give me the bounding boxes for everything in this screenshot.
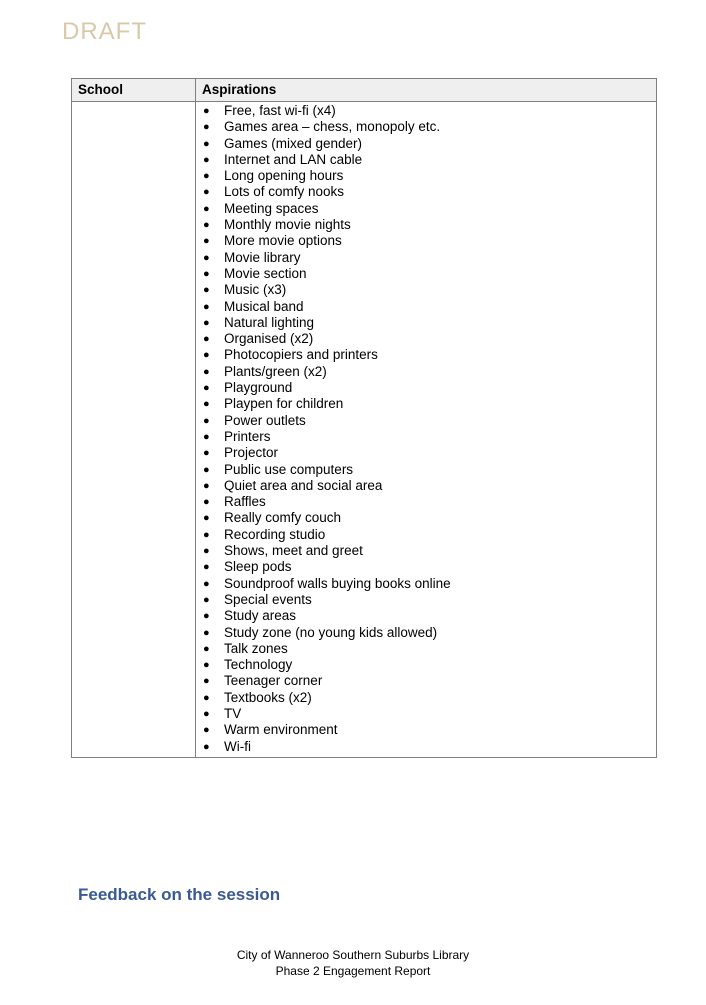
list-item bbox=[196, 445, 656, 461]
list-item bbox=[196, 136, 656, 152]
draft-watermark: DRAFT bbox=[62, 18, 147, 45]
header-school: School bbox=[72, 79, 196, 102]
list-item bbox=[196, 429, 656, 445]
bullet-icon: ● bbox=[203, 463, 210, 476]
list-item-text: Talk zones bbox=[224, 640, 288, 656]
bullet-icon: ● bbox=[203, 219, 210, 232]
bullet-icon: ● bbox=[203, 512, 210, 525]
list-item bbox=[196, 152, 656, 168]
list-item bbox=[196, 103, 656, 119]
bullet-icon: ● bbox=[203, 316, 210, 329]
bullet-icon: ● bbox=[203, 626, 210, 639]
list-item bbox=[196, 543, 656, 559]
list-item-text: Teenager corner bbox=[224, 673, 323, 689]
list-item-text: Power outlets bbox=[224, 412, 306, 428]
bullet-icon: ● bbox=[203, 137, 210, 150]
footer-line-2: Phase 2 Engagement Report bbox=[275, 964, 431, 978]
list-item-text: Playground bbox=[224, 380, 293, 396]
aspirations-cell bbox=[196, 102, 657, 758]
list-item-text: Technology bbox=[224, 657, 293, 673]
list-item bbox=[196, 331, 656, 347]
list-item bbox=[196, 625, 656, 641]
list-item-text: More movie options bbox=[224, 233, 342, 249]
footer-line-1: City of Wanneroo Southern Suburbs Library bbox=[236, 948, 470, 962]
list-item bbox=[196, 576, 656, 592]
bullet-icon: ● bbox=[203, 365, 210, 378]
list-item-text: Textbooks (x2) bbox=[224, 689, 312, 705]
list-item-text: Special events bbox=[224, 591, 312, 607]
bullet-icon: ● bbox=[203, 659, 210, 672]
list-item bbox=[196, 706, 656, 722]
bullet-icon: ● bbox=[203, 675, 210, 688]
list-item bbox=[196, 527, 656, 543]
bullet-icon: ● bbox=[203, 642, 210, 655]
list-item-text: Long opening hours bbox=[224, 168, 344, 184]
bullet-icon: ● bbox=[203, 740, 210, 753]
bullet-icon: ● bbox=[203, 496, 210, 509]
list-item-text: Movie section bbox=[224, 265, 307, 281]
list-item bbox=[196, 690, 656, 706]
list-item-text: Monthly movie nights bbox=[224, 217, 351, 233]
list-item-text: Plants/green (x2) bbox=[224, 363, 327, 379]
bullet-icon: ● bbox=[203, 398, 210, 411]
list-item bbox=[196, 282, 656, 298]
list-item bbox=[196, 233, 656, 249]
list-item bbox=[196, 559, 656, 575]
bullet-icon: ● bbox=[203, 479, 210, 492]
bullet-icon: ● bbox=[203, 186, 210, 199]
list-item-text: Games (mixed gender) bbox=[224, 135, 363, 151]
bullet-icon: ● bbox=[203, 284, 210, 297]
list-item-text: Public use computers bbox=[224, 461, 354, 477]
aspirations-list bbox=[196, 102, 656, 757]
list-item-text: Warm environment bbox=[224, 722, 338, 738]
list-item bbox=[196, 478, 656, 494]
list-item bbox=[196, 299, 656, 315]
bullet-icon: ● bbox=[203, 300, 210, 313]
list-item-text: Meeting spaces bbox=[224, 200, 319, 216]
bullet-icon: ● bbox=[203, 528, 210, 541]
list-item bbox=[196, 380, 656, 396]
list-item bbox=[196, 396, 656, 412]
list-item bbox=[196, 184, 656, 200]
list-item-text: TV bbox=[224, 705, 242, 721]
bullet-icon: ● bbox=[203, 105, 210, 117]
list-item-text: Organised (x2) bbox=[224, 331, 314, 347]
school-cell bbox=[72, 102, 196, 758]
list-item bbox=[196, 168, 656, 184]
list-item-text: Projector bbox=[224, 445, 279, 461]
bullet-icon: ● bbox=[203, 593, 210, 606]
list-item-text: Lots of comfy nooks bbox=[224, 184, 345, 200]
bullet-icon: ● bbox=[203, 430, 210, 443]
list-item-text: Shows, meet and greet bbox=[224, 543, 363, 559]
list-item-text: Wi-fi bbox=[224, 738, 251, 754]
bullet-icon: ● bbox=[203, 545, 210, 558]
list-item-text: Photocopiers and printers bbox=[224, 347, 378, 363]
bullet-icon: ● bbox=[203, 577, 210, 590]
bullet-icon: ● bbox=[203, 707, 210, 720]
bullet-icon: ● bbox=[203, 333, 210, 346]
list-item bbox=[196, 315, 656, 331]
list-item-text: Study zone (no young kids allowed) bbox=[224, 624, 438, 640]
list-item bbox=[196, 494, 656, 510]
list-item-text: Free, fast wi-fi (x4) bbox=[224, 103, 336, 118]
bullet-icon: ● bbox=[203, 610, 210, 623]
list-item bbox=[196, 250, 656, 266]
section-heading: Feedback on the session bbox=[78, 885, 281, 904]
bullet-icon: ● bbox=[203, 170, 210, 183]
list-item bbox=[196, 657, 656, 673]
bullet-icon: ● bbox=[203, 382, 210, 395]
list-item bbox=[196, 119, 656, 135]
list-item-text: Printers bbox=[224, 428, 271, 444]
bullet-icon: ● bbox=[203, 267, 210, 280]
bullet-icon: ● bbox=[203, 724, 210, 737]
list-item-text: Playpen for children bbox=[224, 396, 344, 412]
list-item bbox=[196, 201, 656, 217]
list-item-text: Study areas bbox=[224, 608, 297, 624]
list-item-text: Soundproof walls buying books online bbox=[224, 575, 451, 591]
list-item bbox=[196, 722, 656, 738]
list-item bbox=[196, 347, 656, 363]
list-item-text: Really comfy couch bbox=[224, 510, 342, 526]
list-item-text: Movie library bbox=[224, 249, 301, 265]
table-header-row bbox=[72, 79, 657, 102]
list-item bbox=[196, 266, 656, 282]
bullet-icon: ● bbox=[203, 349, 210, 362]
list-item bbox=[196, 364, 656, 380]
list-item-text: Recording studio bbox=[224, 526, 326, 542]
list-item bbox=[196, 641, 656, 657]
list-item-text: Natural lighting bbox=[224, 314, 315, 330]
bullet-icon: ● bbox=[203, 251, 210, 264]
header-aspirations: Aspirations bbox=[196, 79, 657, 102]
bullet-icon: ● bbox=[203, 235, 210, 248]
list-item-text: Internet and LAN cable bbox=[224, 151, 363, 167]
list-item-text: Raffles bbox=[224, 494, 266, 510]
list-item bbox=[196, 739, 656, 755]
list-item bbox=[196, 413, 656, 429]
table-row bbox=[72, 102, 657, 758]
list-item bbox=[196, 462, 656, 478]
bullet-icon: ● bbox=[203, 153, 210, 166]
aspirations-table bbox=[71, 78, 657, 758]
list-item-text: Quiet area and social area bbox=[224, 477, 383, 493]
list-item bbox=[196, 608, 656, 624]
list-item bbox=[196, 510, 656, 526]
bullet-icon: ● bbox=[203, 202, 210, 215]
bullet-icon: ● bbox=[203, 561, 210, 574]
list-item-text: Games area – chess, monopoly etc. bbox=[224, 119, 441, 135]
list-item-text: Musical band bbox=[224, 298, 304, 314]
bullet-icon: ● bbox=[203, 414, 210, 427]
list-item bbox=[196, 673, 656, 689]
page-footer bbox=[0, 947, 706, 979]
list-item bbox=[196, 592, 656, 608]
list-item-text: Sleep pods bbox=[224, 559, 292, 575]
list-item-text: Music (x3) bbox=[224, 282, 287, 298]
bullet-icon: ● bbox=[203, 691, 210, 704]
bullet-icon: ● bbox=[203, 447, 210, 460]
bullet-icon: ● bbox=[203, 121, 210, 134]
list-item bbox=[196, 217, 656, 233]
